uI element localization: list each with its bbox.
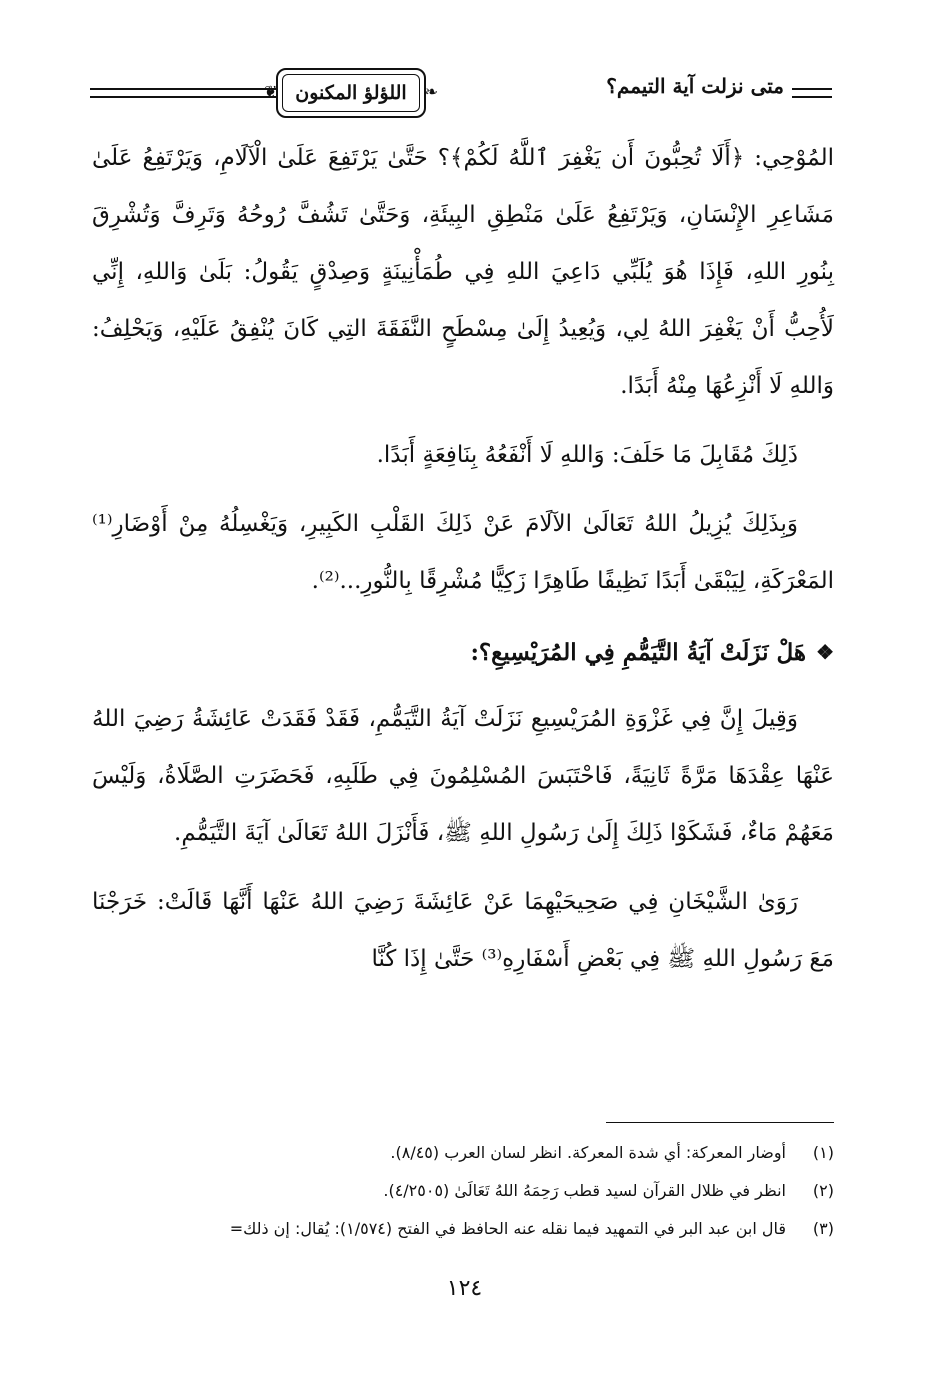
section-heading-text: هَلْ نَزَلَتْ آيَةُ التَّيَمُّمِ فِي المُرَيْسِيعِ؟: [470, 639, 807, 666]
ornament-left-icon: ❦ [264, 82, 278, 101]
paragraph: وَقِيلَ إِنَّ فِي غَزْوَةِ المُرَيْسِيعِ نَزَلَتْ آيَةُ التَّيَمُّمِ، فَقَدْ فَقَدَتْ عَائِشَةُ رَضِيَ اللهُ عَنْهَا عِقْدَهَا مَرَّةً ثَانِيَةً، فَاحْتَبَسَ المُسْلِمُونَ فِي طَلَبِهِ، فَحَضَرَتِ الصَّلَاةُ، وَلَيْسَ مَعَهُمْ مَاءٌ، فَشَكَوْا ذَلِكَ إِلَىٰ رَسُولِ اللهِ ﷺ، فَأَنْزَلَ اللهُ تَعَالَىٰ آيَةَ التَّيَمُّمِ. [92, 706, 834, 846]
diamond-ornament-icon: ❖ [816, 640, 834, 664]
paragraph: وَبِذَلِكَ يُزِيلُ اللهُ تَعَالَىٰ الآلَامَ عَنْ ذَلِكَ القَلْبِ الكَبِيرِ، وَيَغْسِلُهُ مِنْ أَوْضَارِ⁽¹⁾ المَعْرَكَةِ، لِيَبْقَىٰ أَبَدًا نَظِيفًا طَاهِرًا زَكِيًّا مُشْرِقًا بِالنُّورِ...⁽²⁾. [92, 511, 834, 594]
page-number: ١٢٤ [446, 1276, 483, 1301]
running-header [90, 62, 832, 118]
chapter-title: متى نزلت آية التيمم؟ [606, 74, 784, 98]
footnote-text: أوضار المعركة: أي شدة المعركة. انظر لسان العرب (٨/٤٥). [390, 1143, 786, 1162]
ornament-right-icon: ❧ [424, 82, 438, 101]
footnote-text: قال ابن عبد البر في التمهيد فيما نقله عنه الحافظ في الفتح (١/٥٧٤): يُقال: إن ذلك= [229, 1219, 786, 1238]
footnote [92, 1210, 834, 1248]
footnote-number: (١) [812, 1143, 834, 1162]
header-rule-right [792, 88, 832, 98]
footnote-text: انظر في ظلال القرآن لسيد قطب رَحِمَهُ اللهُ تَعَالَىٰ (٤/٢٥٠٥). [383, 1181, 786, 1200]
paragraph: ذَلِكَ مُقَابِلَ مَا حَلَفَ: وَاللهِ لَا أَنْفَعُهُ بِنَافِعَةٍ أَبَدًا. [376, 442, 798, 468]
footnote [92, 1172, 834, 1210]
book-title: اللؤلؤ المكنون [295, 82, 407, 104]
footnote-number: (٣) [812, 1219, 834, 1238]
footnote-separator [606, 1122, 834, 1123]
paragraph: المُوْحِي: ﴿أَلَا تُحِبُّونَ أَن يَغْفِرَ ٱللَّهُ لَكُمْ﴾؟ حَتَّىٰ يَرْتَفِعَ عَلَىٰ الْآلَامِ، وَيَرْتَفِعُ عَلَىٰ مَشَاعِرِ الإِنْسَانِ، وَيَرْتَفِعُ عَلَىٰ مَنْطِقِ البِيئَةِ، وَحَتَّىٰ تَشُفَّ رُوحُهُ وَتَرِفَّ وَتُشْرِقَ بِنُورِ اللهِ، فَإِذَا هُوَ يُلَبِّي دَاعِيَ اللهِ فِي طُمَأْنِينَةٍ وَصِدْقٍ يَقُولُ: بَلَىٰ وَاللهِ، إِنِّي لَأُحِبُّ أَنْ يَغْفِرَ اللهُ لِي، وَيُعِيدُ إِلَىٰ مِسْطَحٍ النَّفَقَةَ التِي كَانَ يُنْفِقُ عَلَيْهِ، وَيَحْلِفُ: وَاللهِ لَا أَنْزِعُهَا مِنْهُ أَبَدًا. [92, 145, 834, 399]
footnote [92, 1134, 834, 1172]
header-rule-left [90, 88, 290, 98]
footnotes [92, 1134, 834, 1248]
section-heading [92, 624, 834, 681]
book-title-frame [264, 68, 438, 118]
footnote-number: (٢) [812, 1181, 834, 1200]
paragraph: رَوَىٰ الشَّيْخَانِ فِي صَحِيحَيْهِمَا عَنْ عَائِشَةَ رَضِيَ اللهُ عَنْهَا أَنَّهَا قَالَتْ: خَرَجْنَا مَعَ رَسُولِ اللهِ ﷺ فِي بَعْضِ أَسْفَارِهِ⁽³⁾ حَتَّىٰ إِذَا كُنَّا [92, 889, 834, 972]
main-text [92, 130, 834, 988]
